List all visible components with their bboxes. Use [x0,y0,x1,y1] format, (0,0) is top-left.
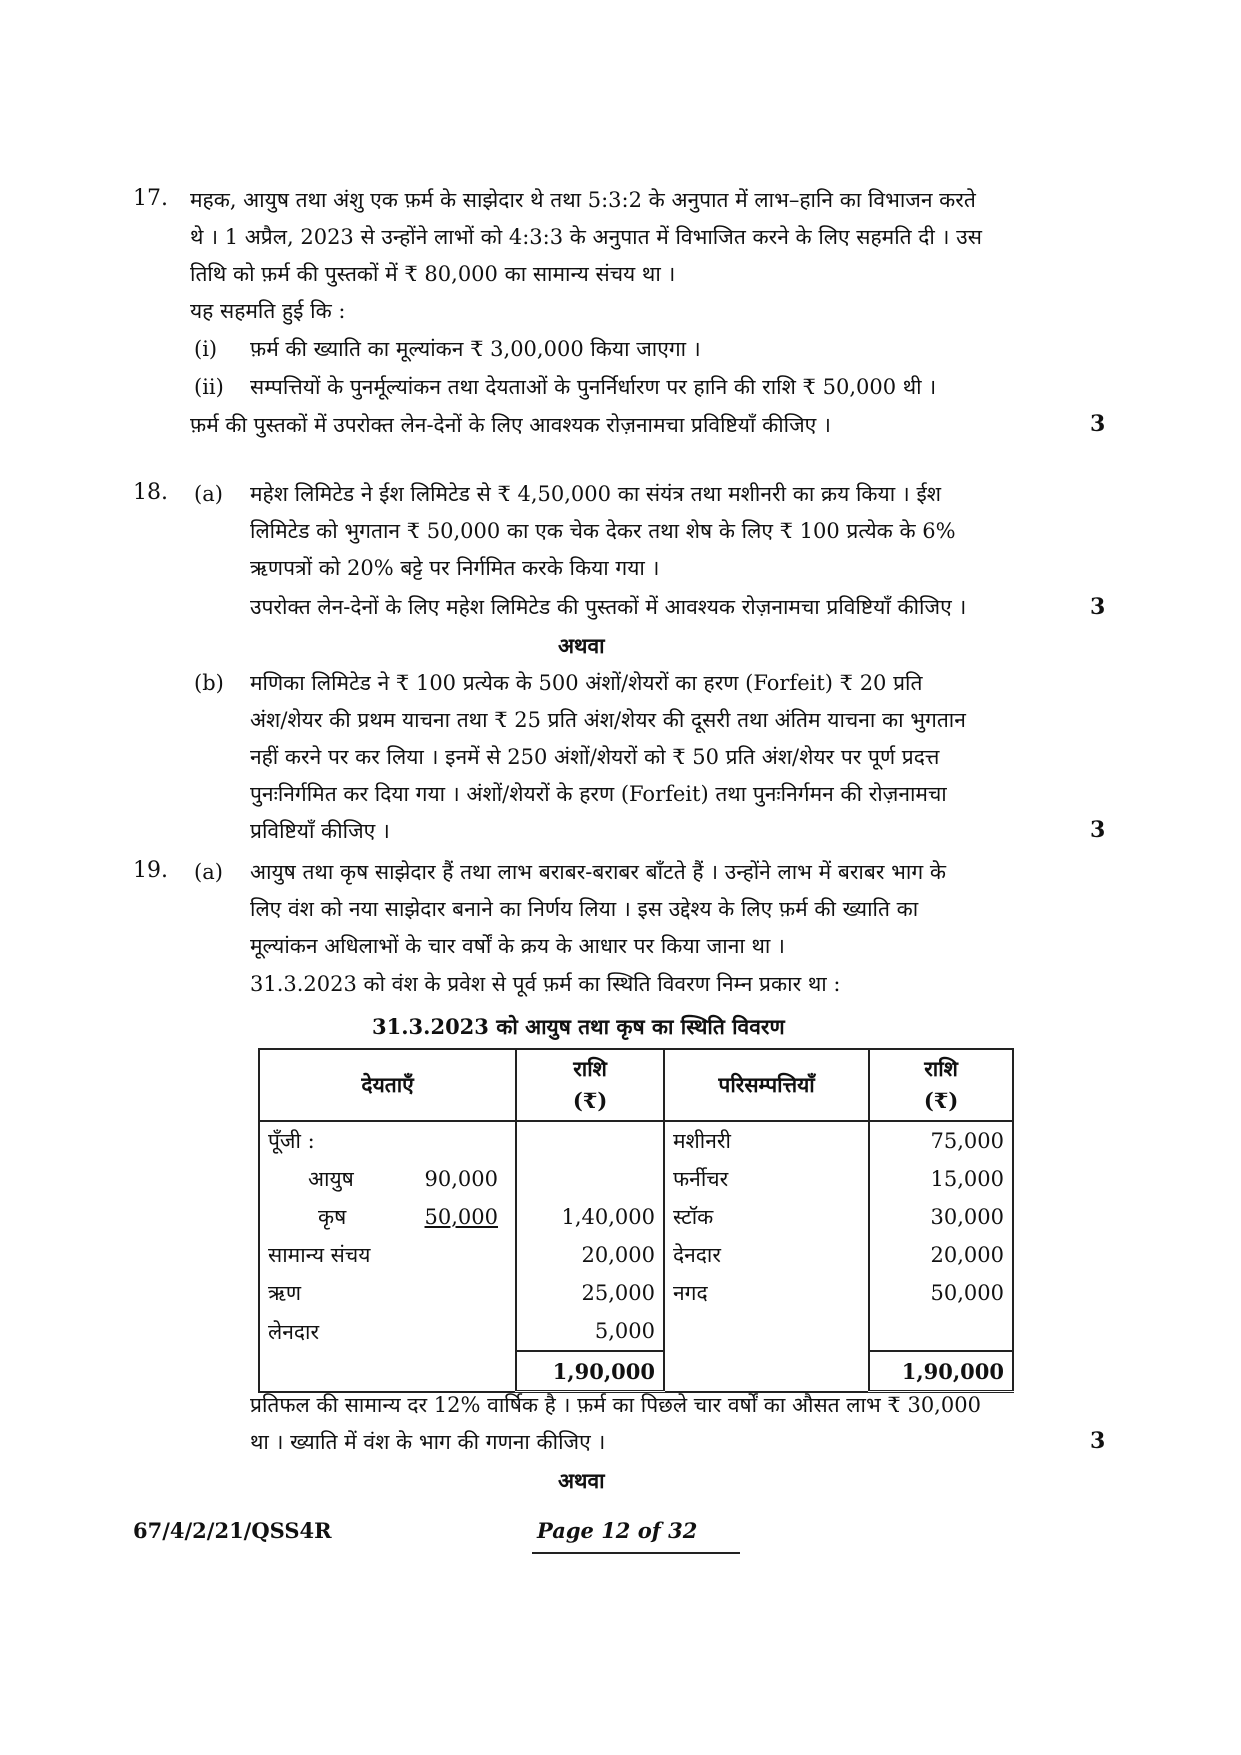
q19-after-line-1: प्रतिफल की सामान्य दर 12% वार्षिक है । फ़र्म का पिछले चार वर्षों का औसत लाभ ₹ 30,000 [250,1393,981,1417]
q17-line-1: महक, आयुष तथा अंशु एक फ़र्म के साझेदार थे तथा 5:3:2 के अनुपात में लाभ–हानि का विभाजन करते [190,188,976,212]
header-assets: परिसम्पत्तियाँ [664,1049,869,1121]
table-row [259,1312,1013,1351]
asset-amount: 30,000 [869,1198,1013,1236]
capital-krish-amount: 50,000 [424,1205,498,1229]
q18-b-marks: 3 [1090,817,1106,843]
q17-marks: 3 [1090,411,1106,437]
general-reserve-label: सामान्य संचय [259,1236,516,1274]
creditors-amount: 5,000 [516,1312,664,1351]
q19-a-line-3: मूल्यांकन अधिलाभों के चार वर्षों के क्रय के आधार पर किया जाना था । [250,934,785,958]
capital-label: पूँजी : [259,1121,516,1160]
q17-line-3: तिथि को फ़र्म की पुस्तकों में ₹ 80,000 का सामान्य संचय था । [190,262,676,286]
q18-b-line-1: मणिका लिमिटेड ने ₹ 100 प्रत्येक के 500 अंशों/शेयरों का हरण (Forfeit) ₹ 20 प्रति [250,671,923,695]
header-liabilities: देयताएँ [259,1049,516,1121]
capital-ayush-amount: 90,000 [424,1167,498,1191]
table-row [259,1160,1013,1198]
q19-a-marks: 3 [1090,1428,1106,1454]
asset-amount: 50,000 [869,1274,1013,1312]
q17-item-i-text: फ़र्म की ख्याति का मूल्यांकन ₹ 3,00,000 किया जाएगा । [250,337,701,361]
q18-a-line-3: ऋणपत्रों को 20% बट्टे पर निर्गमित करके किया गया । [250,556,660,580]
q19-a-line-2: लिए वंश को नया साझेदार बनाने का निर्णय लिया । इस उद्देश्य के लिए फ़र्म की ख्याति का [250,897,919,921]
q17-item-ii-label: (ii) [194,375,224,399]
q18-b-line-5: प्रविष्टियाँ कीजिए । [250,819,390,843]
header-amount-2: राशि (₹) [869,1049,1013,1121]
q17-line-4: यह सहमति हुई कि : [190,299,346,323]
page-number: Page 12 of 32 [537,1518,698,1543]
q18-a-line-2: लिमिटेड को भुगतान ₹ 50,000 का एक चेक देकर तथा शेष के लिए ₹ 100 प्रत्येक के 6% [250,519,956,543]
asset-name: नगद [664,1274,869,1312]
balance-sheet-table [258,1048,1014,1393]
asset-amount: 75,000 [869,1121,1013,1160]
asset-amount: 20,000 [869,1236,1013,1274]
table-row [259,1274,1013,1312]
total-liabilities: 1,90,000 [516,1351,664,1392]
table-row [259,1198,1013,1236]
balance-sheet-title: 31.3.2023 को आयुष तथा कृष का स्थिति विवरण [372,1014,785,1039]
q18-or: अथवा [558,633,605,658]
total-row [259,1351,1013,1392]
q18-a-label: (a) [194,482,223,506]
creditors-label: लेनदार [259,1312,516,1351]
q18-b-label: (b) [194,671,224,695]
table-header-row [259,1049,1013,1121]
capital-krish-label: कृष [318,1205,347,1229]
q17-item-i-label: (i) [194,337,218,361]
q19-a-label: (a) [194,860,223,884]
capital-ayush-label: आयुष [308,1167,354,1191]
header-amount-1: राशि (₹) [516,1049,664,1121]
page-number-underline [532,1552,740,1554]
loan-amount: 25,000 [516,1274,664,1312]
asset-amount: 15,000 [869,1160,1013,1198]
paper-code: 67/4/2/21/QSS4R [133,1518,332,1543]
table-row [259,1236,1013,1274]
asset-name: देनदार [664,1236,869,1274]
q18-b-line-3: नहीं करने पर कर लिया । इनमें से 250 अंशों/शेयरों को ₹ 50 प्रति अंश/शेयर पर पूर्ण प्रदत्त [250,745,940,769]
asset-name: मशीनरी [664,1121,869,1160]
asset-name: फर्नीचर [664,1160,869,1198]
q17-line-2: थे । 1 अप्रैल, 2023 से उन्होंने लाभों को 4:3:3 के अनुपात में विभाजित करने के लिए सहमति दी । उस [190,225,982,249]
q17-number: 17. [133,186,168,211]
q19-number: 19. [133,858,168,883]
q19-a-line-4: 31.3.2023 को वंश के प्रवेश से पूर्व फ़र्म का स्थिति विवरण निम्न प्रकार था : [250,972,841,996]
q18-a-marks: 3 [1090,594,1106,620]
loan-label: ऋण [259,1274,516,1312]
total-assets: 1,90,000 [869,1351,1013,1392]
q18-b-line-4: पुनःनिर्गमित कर दिया गया । अंशों/शेयरों के हरण (Forfeit) तथा पुनःनिर्गमन की रोज़नामचा [250,782,947,806]
q17-final-line: फ़र्म की पुस्तकों में उपरोक्त लेन-देनों के लिए आवश्यक रोज़नामचा प्रविष्टियाँ कीजिए । [190,413,831,437]
general-reserve-amount: 20,000 [516,1236,664,1274]
q18-number: 18. [133,480,168,505]
q18-a-line-1: महेश लिमिटेड ने ईश लिमिटेड से ₹ 4,50,000 का संयंत्र तथा मशीनरी का क्रय किया । ईश [250,482,942,506]
asset-name: स्टॉक [664,1198,869,1236]
q19-after-line-2: था । ख्याति में वंश के भाग की गणना कीजिए । [250,1430,606,1454]
q19-a-line-1: आयुष तथा कृष साझेदार हैं तथा लाभ बराबर-बराबर बाँटते हैं । उन्होंने लाभ में बराबर भाग के [250,860,946,884]
q18-b-line-2: अंश/शेयर की प्रथम याचना तथा ₹ 25 प्रति अंश/शेयर की दूसरी तथा अंतिम याचना का भुगतान [250,708,966,732]
capital-total: 1,40,000 [516,1198,664,1236]
table-row [259,1121,1013,1160]
q18-a-line-4: उपरोक्त लेन-देनों के लिए महेश लिमिटेड की पुस्तकों में आवश्यक रोज़नामचा प्रविष्टियाँ कीजिए । [250,595,967,619]
q17-item-ii-text: सम्पत्तियों के पुनर्मूल्यांकन तथा देयताओं के पुनर्निर्धारण पर हानि की राशि ₹ 50,000 थी । [250,375,937,399]
q19-or: अथवा [558,1468,605,1493]
